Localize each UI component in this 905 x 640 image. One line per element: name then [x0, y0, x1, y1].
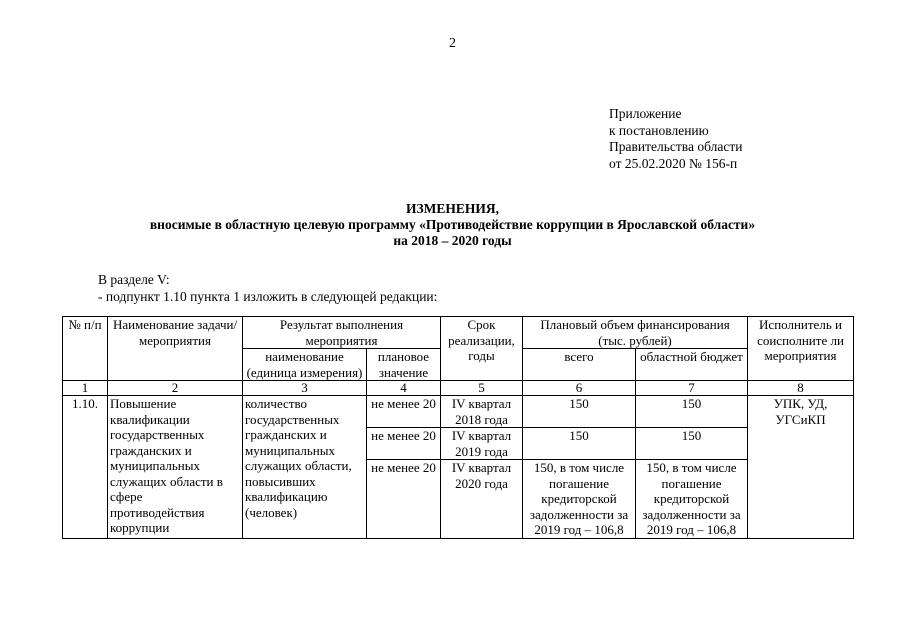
heading-years: на 2018 – 2020 годы — [393, 233, 512, 248]
changes-table — [62, 316, 854, 539]
appendix-line: к постановлению — [609, 122, 709, 138]
document-heading — [0, 201, 905, 249]
appendix-block — [609, 106, 742, 172]
header-num: № п/п — [63, 317, 108, 381]
column-number: 2 — [108, 381, 243, 396]
header-funding: Плановый объем финансирования (тыс. рублей) — [523, 317, 748, 349]
column-number: 3 — [243, 381, 367, 396]
heading-title: ИЗМЕНЕНИЯ, — [405, 201, 499, 216]
header-task: Наименование задачи/ мероприятия — [108, 317, 243, 381]
appendix-line: от 25.02.2020 № 156-п — [609, 155, 738, 171]
header-term: Срок реализации, годы — [441, 317, 523, 381]
header-result-name: наименование (единица измерения) — [243, 349, 367, 381]
row-funding-regional: 150 — [636, 396, 748, 428]
header-funding-regional: областной бюджет — [636, 349, 748, 381]
row-task: Повышение квалификации государственных гражданских и муниципальных служащих области в сфере противодействия коррупции — [108, 396, 243, 539]
row-term: IV квартал 2018 года — [441, 396, 523, 428]
intro-block — [98, 271, 437, 305]
row-planned-value: не менее 20 — [367, 460, 441, 539]
table-row — [63, 396, 854, 428]
row-num: 1.10. — [63, 396, 108, 539]
header-result-value: плановое значение — [367, 349, 441, 381]
page-number: 2 — [449, 36, 456, 51]
row-term: IV квартал 2019 года — [441, 428, 523, 460]
header-funding-total: всего — [523, 349, 636, 381]
column-number: 5 — [441, 381, 523, 396]
row-executor: УПК, УД, УГСиКП — [748, 396, 854, 539]
row-term: IV квартал 2020 года — [441, 460, 523, 539]
column-number: 7 — [636, 381, 748, 396]
row-funding-total: 150 — [523, 428, 636, 460]
column-number: 1 — [63, 381, 108, 396]
section-reference: В разделе V: — [98, 272, 170, 287]
row-planned-value: не менее 20 — [367, 396, 441, 428]
column-number-row — [63, 381, 854, 396]
row-indicator: количество государственных гражданских и муниципальных служащих области, повысивших квалификацию (человек) — [243, 396, 367, 539]
appendix-line: Правительства области — [609, 139, 743, 154]
row-funding-regional: 150, в том числе погашение кредиторской задолженности за 2019 год – 106,8 — [636, 460, 748, 539]
heading-subtitle: вносимые в областную целевую программу «Противодействие коррупции в Ярославской области» — [149, 217, 756, 232]
header-result: Результат выполнения мероприятия — [243, 317, 441, 349]
row-funding-regional: 150 — [636, 428, 748, 460]
appendix-line: Приложение — [609, 106, 682, 121]
row-funding-total: 150 — [523, 396, 636, 428]
header-executor: Исполнитель и соисполните ли мероприятия — [748, 317, 854, 381]
instruction-text: - подпункт 1.10 пункта 1 изложить в следующей редакции: — [98, 289, 438, 304]
column-number: 6 — [523, 381, 636, 396]
row-planned-value: не менее 20 — [367, 428, 441, 460]
column-number: 8 — [748, 381, 854, 396]
column-number: 4 — [367, 381, 441, 396]
row-funding-total: 150, в том числе погашение кредиторской задолженности за 2019 год – 106,8 — [523, 460, 636, 539]
